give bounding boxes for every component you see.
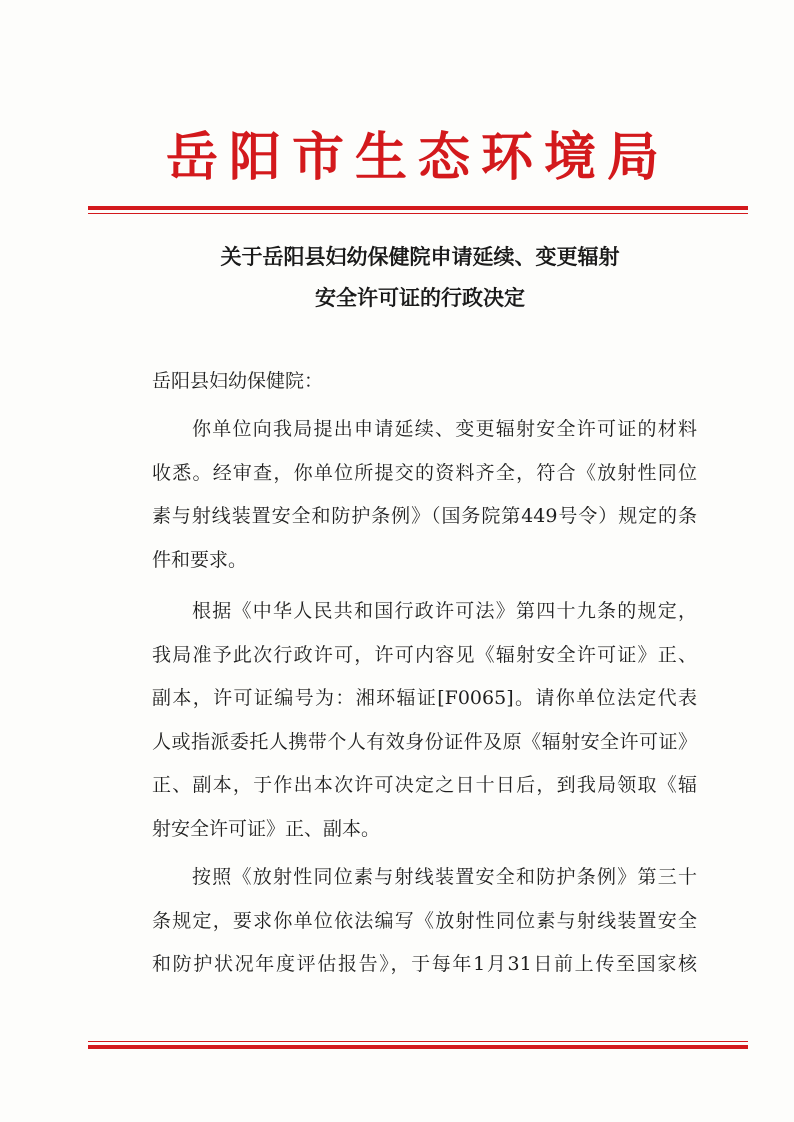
paragraph-license-decision (152, 590, 697, 851)
paragraph-line: 收悉。经审查，你单位所提交的资料齐全，符合《放射性同位 (152, 461, 697, 484)
paragraph-annual-report-requirement (152, 856, 697, 987)
letterhead-rule-thin (88, 213, 748, 214)
paragraph-line: 我局准予此次行政许可，许可内容见《辐射安全许可证》正、 (152, 643, 697, 666)
salutation: 岳阳县妇幼保健院： (152, 370, 324, 392)
paragraph-line: 素与射线装置安全和防护条例》（国务院第449号令）规定的条 (152, 505, 697, 527)
letterhead-rule-thick (88, 206, 748, 210)
paragraph-line: 你单位向我局提出申请延续、变更辐射安全许可证的材料 (192, 418, 697, 440)
paragraph-application-review (152, 408, 697, 582)
paragraph-line: 按照《放射性同位素与射线装置安全和防护条例》第三十 (192, 866, 697, 888)
paragraph-line: 副本，许可证编号为：湘环辐证[F0065]。请你单位法定代表 (152, 687, 697, 709)
footer-rule-thick (88, 1045, 748, 1049)
paragraph-line: 射安全许可证》正、副本。 (152, 817, 381, 840)
paragraph-line: 件和要求。 (152, 548, 248, 571)
paragraph-line: 根据《中华人民共和国行政许可法》第四十九条的规定， (192, 600, 697, 622)
paragraph-line: 人或指派委托人携带个人有效身份证件及原《辐射安全许可证》 (152, 730, 697, 753)
paragraph-line: 正、副本，于作出本次许可决定之日十日后，到我局领取《辐 (152, 774, 697, 796)
document-title-line-2: 安全许可证的行政决定 (315, 286, 525, 310)
document-title-line-1: 关于岳阳县妇幼保健院申请延续、变更辐射 (220, 245, 620, 269)
letterhead-agency-name: 岳阳市生态环境局 (165, 127, 670, 188)
paragraph-line: 条规定，要求你单位依法编写《放射性同位素与射线装置安全 (152, 909, 697, 932)
paragraph-line: 和防护状况年度评估报告》，于每年1月31日前上传至国家核 (152, 953, 697, 975)
footer-rule-thin (88, 1041, 748, 1042)
